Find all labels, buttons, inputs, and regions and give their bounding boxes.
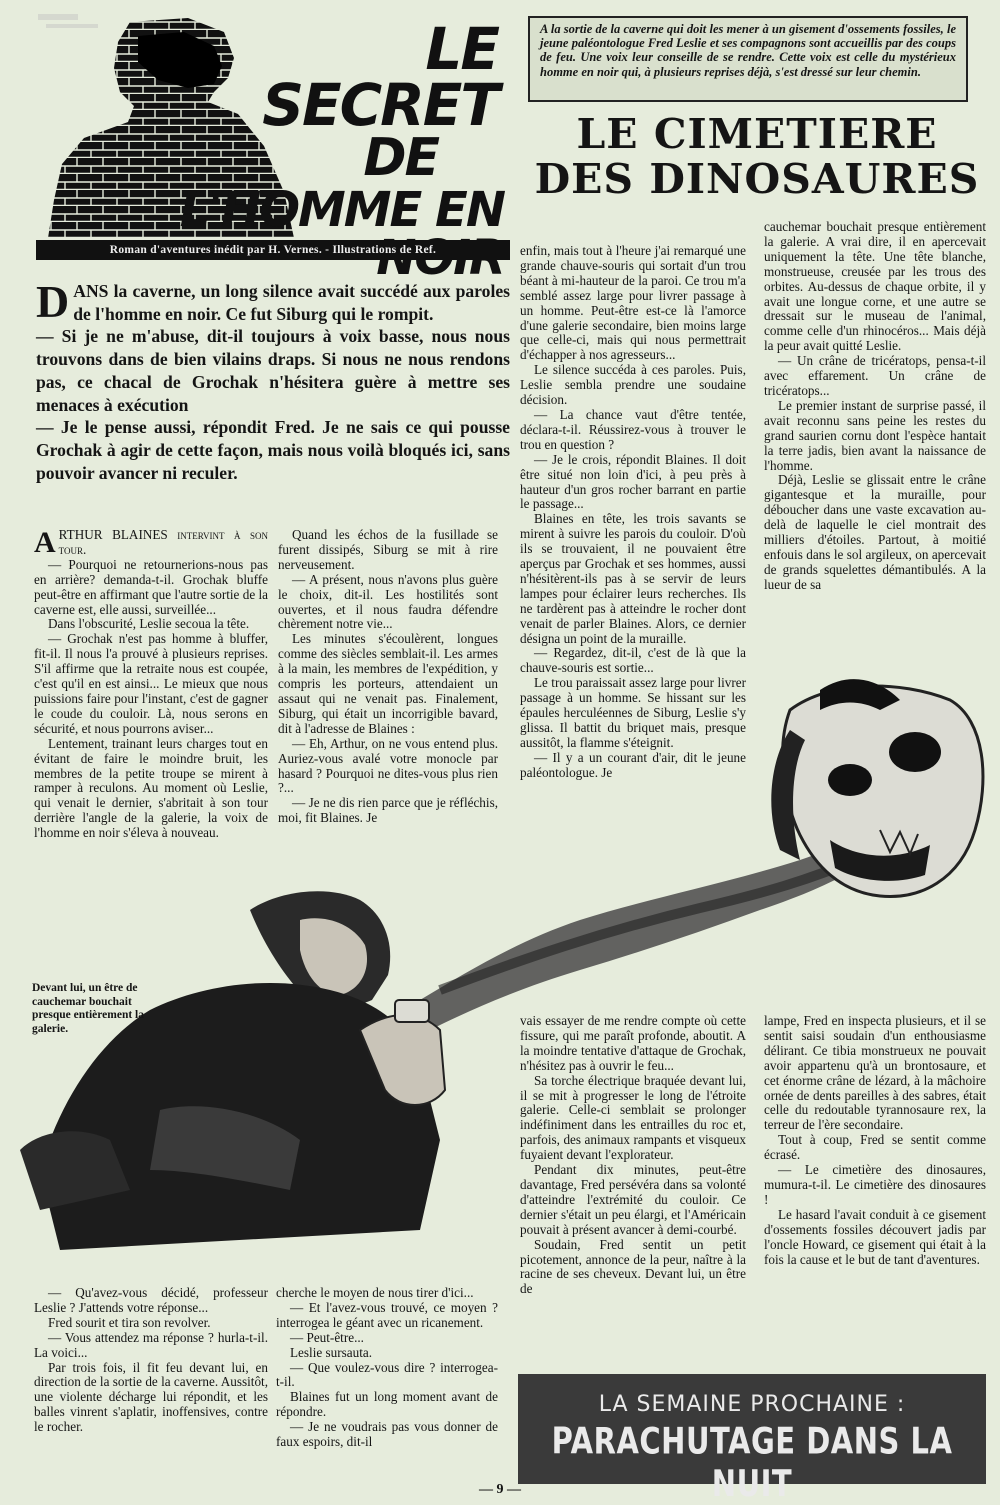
column-2-paragraph: Les minutes s'écoulèrent, longues comme des siècles semblait-il. Les armes à la main, les membres de l'expédition, y compris les porteurs, attendaient un assaut qui ne venait pas. Finalement, Siburg, qui était un incorrigible bavard, dit à l'adresse de Blaines : <box>278 631 498 736</box>
column-7-paragraph: Fred sourit et tira son revolver. <box>48 1314 211 1330</box>
column-1-paragraph: — Grochak n'est pas homme à bluffer, fit-il. Il nous l'a prouvé à plusieurs reprises. S'il affirme que la retraite nous est coupée, c'est qu'il en est ainsi... Le mieux que nous puissions faire pour l'instant, c'est de gagner le coude du couloir. Là, nous serons en sécurité, et nous pourrons aviser... <box>34 631 268 736</box>
column-5-paragraph: Soudain, Fred sentit un petit picotement, annonce de la peur, naître à la racine de ses cheveux. Devant lui, un être de <box>520 1236 746 1297</box>
column-2-paragraph: — Je ne dis rien parce que je réfléchis, moi, fit Blaines. Je <box>278 795 498 826</box>
column-8-paragraph: Blaines fut un long moment avant de répondre. <box>276 1389 498 1420</box>
chapter-title-line-1: LE CIMETIERE <box>576 110 938 158</box>
column-2-paragraph: — Eh, Arthur, on ne vous entend plus. Auriez-vous avalé votre monocle par hasard ? Pourquoi ne dites-vous plus rien ?... <box>278 735 498 796</box>
chapter-title <box>526 112 988 202</box>
column-8-paragraph: — Peut-être... <box>290 1329 364 1345</box>
next-week-banner <box>518 1374 986 1505</box>
byline: Roman d'aventures inédit par H. Vernes. - Illustrations de Ref. <box>36 240 510 260</box>
column-2-paragraph: Quand les échos de la fusillade se furent dissipés, Siburg se mit à rire nerveusement. <box>278 527 498 572</box>
column-3-paragraph: Le silence succéda à ces paroles. Puis, Leslie sembla prendre une soudaine décision. <box>520 362 746 408</box>
column-8-paragraph: — Je ne voudrais pas vous donner de faux espoirs, dit-il <box>276 1419 498 1450</box>
column-6-paragraph: Tout à coup, Fred se sentit comme écrasé. <box>764 1132 986 1163</box>
column-8-paragraph: cherche le moyen de nous tirer d'ici... <box>276 1285 474 1300</box>
intro-paragraph-3: — Je le pense aussi, répondit Fred. Je ne sais ce qui pousse Grochak à agir de cette façon, mais nous voilà bloqués ici, sans pouvoir avancer ni reculer. <box>36 417 510 483</box>
page-number: — 9 — <box>479 1482 521 1497</box>
column-5-paragraph: Pendant dix minutes, peut-être davantage, Fred persévéra dans sa volonté d'atteindre l'extrémité du couloir. Ce dernier s'était un peu élargi, et l'Américain pouvait à présent avancer à demi-courbé. <box>520 1162 746 1237</box>
column-5-paragraph: vais essayer de me rendre compte où cette fissure, qui me paraît profonde, aboutit. A la moindre tentative d'attaque de Grochak, n'hésitez pas à ouvrir le feu... <box>520 1013 746 1073</box>
illustration-caption: Devant lui, un être de cauchemar bouchait presque entièrement la galerie. <box>32 982 145 1035</box>
column-6-paragraph: — Le cimetière des dinosaures, mumura-t-il. Le cimetière des dinosaures ! <box>764 1162 986 1207</box>
column-8-paragraph: Leslie sursauta. <box>290 1344 373 1360</box>
synopsis-box: A la sortie de la caverne qui doit les mener à un gisement d'ossements fossiles, le jeune paléontologue Fred Leslie et ses compagnons sont accueillis par des coups de feu. Une voix leur conseille de se rendre. Cette voix est celle du mystérieux homme en noir qui, à plusieurs reprises déjà, s'est dressé sur leur chemin. <box>528 16 968 102</box>
intro-dropcap: D <box>36 276 70 327</box>
intro-text <box>36 276 510 484</box>
column-1-dropcap: A <box>34 526 56 559</box>
column-5 <box>520 1014 746 1297</box>
title-line-3: DE <box>363 128 438 188</box>
column-3-paragraph: — Il y a un courant d'air, dit le jeune paléontologue. Je <box>520 749 746 780</box>
column-1-paragraph: — Pourquoi ne retournerions-nous pas en arrière? demanda-t-il. Grochak bluffe peut-être en affirmant que l'autre sortie de la caverne est, elle aussi, surveillée... <box>34 556 268 617</box>
column-7-paragraph: Par trois fois, il fit feu devant lui, en direction de la sortie de la caverne. Aussitôt, une violente décharge lui répondit, et les balles vinrent s'aplatir, inoffensives, contre le rocher. <box>34 1359 269 1435</box>
intro-paragraph-1: ANS la caverne, un long silence avait succédé aux paroles de l'homme en noir. Ce fut Siburg qui le rompit. <box>73 281 510 324</box>
column-6-paragraph: lampe, Fred en inspecta plusieurs, et il se sentit saisi soudain d'un enthousiasme délirant. Ce tibia monstrueux ne pouvait avoir appartenu qu'à un brontosaure, et cet énorme crâne de lézard, à la mâchoire ornée de dents pareilles à des sabres, était celle du redoutable tyrannosaure rex, la terreur de l'ère secondaire. <box>764 1013 986 1133</box>
title-line-1: LE <box>425 15 498 83</box>
column-3-paragraph: — Regardez, dit-il, c'est de là que la chauve-souris est sortie... <box>520 645 746 676</box>
column-6 <box>764 1014 986 1267</box>
column-3-paragraph: — La chance vaut d'être tentée, déclara-t-il. Réussirez-vous à trouver le trou en question ? <box>520 406 746 452</box>
explorer-figure <box>20 891 445 1250</box>
column-4-paragraph: cauchemar bouchait presque entièrement la galerie. A vrai dire, il en apercevait uniquement la tête. Une tête blanche, monstrueuse, creusée par les trous des orbites. Au-dessus de chaque orbite, il y avait une longue corne, et une autre se dressait sur le museau de l'animal, comme celle d'un rhinocéros... Mais déjà la peur avait quitté Leslie. <box>764 219 986 354</box>
chapter-title-line-2: DES DINOSAURES <box>534 155 980 203</box>
column-4-paragraph: Le premier instant de surprise passé, il avait reconnu sans peine les restes du grand saurien cornu dont l'espèce hantait la terre jadis, bien avant la naissance de l'homme. <box>764 397 986 473</box>
column-4-paragraph: — Un crâne de tricératops, pensa-t-il avec effarement. Un crâne de tricératops... <box>764 353 986 398</box>
next-week-title: PARACHUTAGE DANS LA NUIT <box>551 1419 953 1505</box>
column-1-first-paragraph: RTHUR BLAINES intervint à son tour. <box>58 527 268 557</box>
column-3-paragraph: Le trou paraissait assez large pour livrer passage à un homme. Se hissant sur les épaules herculéennes de Siburg, Leslie s'y glissa. Il battit du briquet mais, presque aussitôt, la flamme s'éteignit. <box>520 675 746 750</box>
next-week-label: LA SEMAINE PROCHAINE : <box>598 1392 906 1417</box>
column-3-paragraph: Blaines en tête, les trois savants se mirent à suivre les parois du couloir. D'où ils se trouvaient, il ne pouvaient être aperçus par Grochak et ses hommes, aussi n'hésitèrent-ils pas à se servir de leurs lampes pour éclairer leurs recherches. Ils ne tardèrent pas à atteindre le rocher dont venait de parler Blaines. Alors, ce dernier désigna un point de la muraille. <box>520 511 746 646</box>
column-8 <box>276 1286 498 1450</box>
column-3-paragraph: enfin, mais tout à l'heure j'ai remarqué une grande chauve-souris qui sortait d'un trou béant à mi-hauteur de la paroi. Ce trou m'a semblé assez large pour livrer passage à un homme. Peut-être est-ce là l'amorce d'une galerie secondaire, bien moins large que celle-ci, mais qui nous permettrait d'échapper à nos agresseurs... <box>520 243 746 363</box>
column-7-paragraph: — Vous attendez ma réponse ? hurla-t-il. La voici... <box>34 1329 268 1360</box>
column-2-paragraph: — A présent, nous n'avons plus guère le choix, dit-il. Les hostilités sont ouvertes, et il nous faudra défendre chèrement notre vie... <box>278 571 498 632</box>
title-line-2: SECRET <box>262 71 498 139</box>
column-1-paragraph: Dans l'obscurité, Leslie secoua la tête. <box>48 616 250 632</box>
column-8-paragraph: — Que voulez-vous dire ? interrogea-t-il. <box>276 1359 498 1390</box>
column-6-paragraph: Le hasard l'avait conduit à ce gisement d'ossements fossiles découvert jadis par l'oncle Howard, ce gisement qui était à la fois la cause et le but de tant d'aventures. <box>764 1206 986 1267</box>
column-3-paragraph: — Je le crois, répondit Blaines. Il doit être situé non loin d'ici, à peu près à hauteur d'un gros rocher barrant en partie le passage... <box>520 451 746 512</box>
intro-paragraph-2: — Si je ne m'abuse, dit-il toujours à voix basse, nous nous trouvons dans de bien vilains draps. Si nous ne nous rendons pas, ce chacal de Grochak n'hésitera guère à mettre ses menaces à exécution <box>36 326 510 415</box>
title-line-4: L'HOMME EN <box>179 182 504 238</box>
column-8-paragraph: — Et l'avez-vous trouvé, ce moyen ? interrogea le géant avec un ricanement. <box>276 1299 498 1330</box>
column-1-paragraph: Lentement, trainant leurs charges tout en évitant de faire le moindre bruit, les membres de la petite troupe se mirent à ramper à reculons. Au moment où Leslie, qui venait le dernier, s'abritait à son tour derrière l'angle de la galerie, la voix de l'homme en noir s'éleva à nouveau. <box>34 735 268 841</box>
column-4-paragraph: Déjà, Leslie se glissait entre le crâne gigantesque et la muraille, pour déboucher dans une vaste excavation au-delà de laquelle le ciel montrait des milliers d'étoiles. Partout, à moitié enfouis dans le sol argileux, on apercevait de grands squelettes démantibulés. A la lueur de sa <box>764 472 986 592</box>
column-5-paragraph: Sa torche électrique braquée devant lui, il se mit à progresser le long de l'étroite galerie. Celle-ci semblait se prolonger indéfiniment dans les entrailles du roc et, parfois, des animaux rampants et visqueux fuyaient devant l'explorateur. <box>520 1072 746 1163</box>
title-block <box>38 14 508 238</box>
column-4 <box>764 220 986 593</box>
column-7 <box>34 1286 268 1435</box>
column-7-paragraph: — Qu'avez-vous décidé, professeur Leslie ? J'attends votre réponse... <box>34 1285 268 1315</box>
